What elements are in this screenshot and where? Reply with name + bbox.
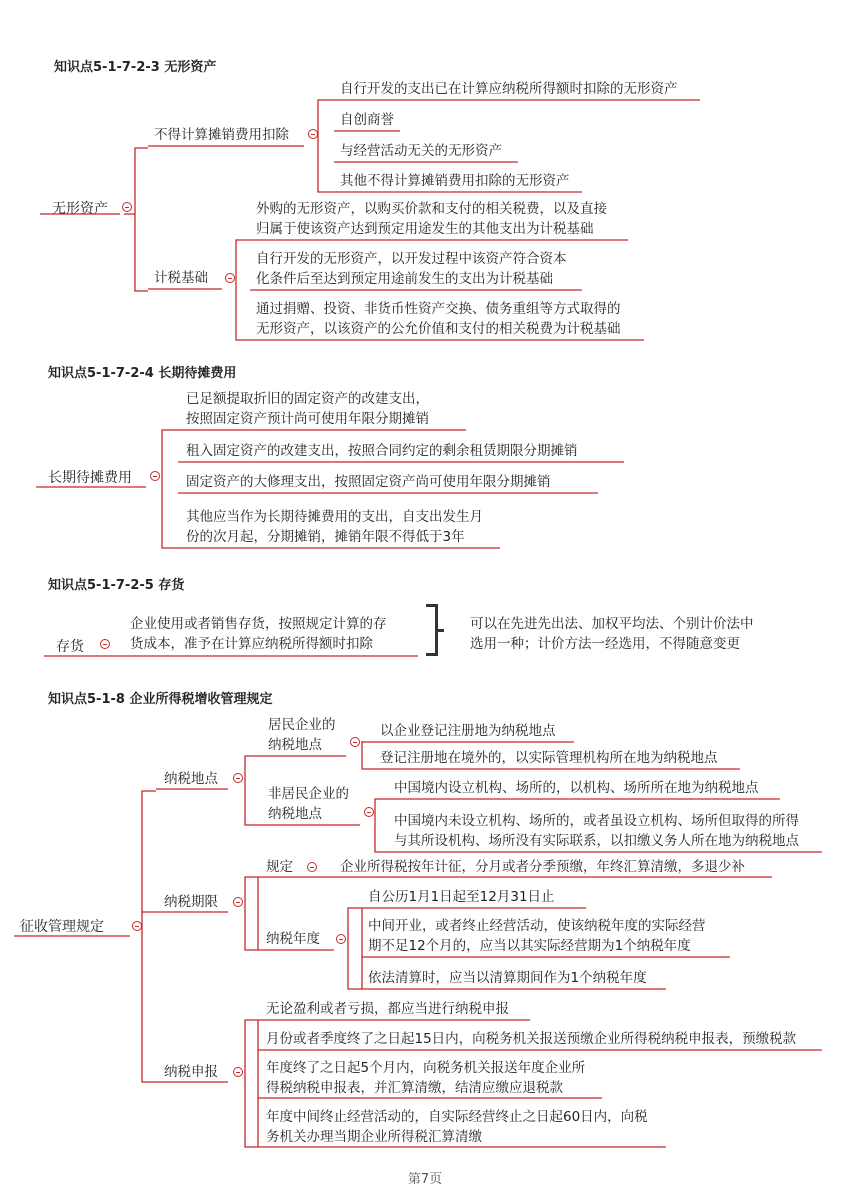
leaf: 自公历1月1日起至12月31日止 — [368, 889, 555, 905]
collapse-icon[interactable] — [122, 202, 132, 212]
section-heading: 知识点5-1-8 企业所得税增收管理规定 — [48, 692, 273, 707]
node-branch: 计税基础 — [154, 270, 208, 286]
leaf: 其他应当作为长期待摊费用的支出，自支出发生月 — [186, 509, 483, 525]
node-sub: 纳税地点 — [268, 737, 322, 753]
leaf: 按照固定资产预计尚可使用年限分期摊销 — [186, 411, 429, 427]
page-number: 第7页 — [407, 1172, 443, 1187]
collapse-icon[interactable] — [100, 639, 110, 649]
collapse-icon[interactable] — [364, 807, 374, 817]
leaf: 货成本，准予在计算应纳税所得额时扣除 — [130, 636, 373, 652]
leaf: 通过捐赠、投资、非货币性资产交换、债务重组等方式取得的 — [256, 301, 621, 317]
leaf: 中国境内未设立机构、场所的，或者虽设立机构、场所但取得的所得 — [394, 813, 799, 829]
leaf: 自行开发的支出已在计算应纳税所得额时扣除的无形资产 — [340, 81, 678, 97]
collapse-icon[interactable] — [150, 471, 160, 481]
leaf: 中间开业，或者终止经营活动，使该纳税年度的实际经营 — [368, 918, 706, 934]
leaf: 归属于使该资产达到预定用途发生的其他支出为计税基础 — [256, 221, 594, 237]
leaf: 无形资产，以该资产的公允价值和支付的相关税费为计税基础 — [256, 321, 621, 337]
node-root: 存货 — [56, 639, 84, 655]
leaf: 其他不得计算摊销费用扣除的无形资产 — [340, 173, 570, 189]
node-root: 无形资产 — [52, 201, 108, 217]
leaf: 期不足12个月的，应当以其实际经营期为1个纳税年度 — [368, 938, 691, 954]
leaf: 年度中间终止经营活动的，自实际经营终止之日起60日内，向税 — [266, 1109, 648, 1125]
node-root: 征收管理规定 — [20, 919, 104, 935]
leaf: 租入固定资产的改建支出，按照合同约定的剩余租赁期限分期摊销 — [186, 443, 578, 459]
collapse-icon[interactable] — [132, 921, 142, 931]
leaf: 企业所得税按年计征，分月或者分季预缴，年终汇算清缴，多退少补 — [340, 859, 745, 875]
leaf: 与其所设机构、场所没有实际联系，以扣缴义务人所在地为纳税地点 — [394, 833, 799, 849]
collapse-icon[interactable] — [336, 934, 346, 944]
node-branch: 不得计算摊销费用扣除 — [154, 127, 289, 143]
leaf: 登记注册地在境外的，以实际管理机构所在地为纳税地点 — [380, 750, 718, 766]
collapse-icon[interactable] — [350, 737, 360, 747]
node-sub: 纳税地点 — [268, 806, 322, 822]
leaf: 自行开发的无形资产，以开发过程中该资产符合资本 — [256, 251, 567, 267]
collapse-icon[interactable] — [233, 897, 243, 907]
leaf: 自创商誉 — [340, 112, 394, 128]
leaf: 得税纳税申报表，并汇算清缴，结清应缴应退税款 — [266, 1080, 563, 1096]
note: 选用一种；计价方法一经选用，不得随意变更 — [470, 636, 740, 652]
leaf: 以企业登记注册地为纳税地点 — [380, 723, 556, 739]
leaf: 已足额提取折旧的固定资产的改建支出， — [186, 391, 429, 407]
node-sub: 规定 — [266, 859, 293, 875]
leaf: 月份或者季度终了之日起15日内，向税务机关报送预缴企业所得税纳税申报表，预缴税款 — [266, 1031, 797, 1047]
node-sub: 非居民企业的 — [268, 786, 349, 802]
node-root: 长期待摊费用 — [48, 470, 132, 486]
leaf: 中国境内设立机构、场所的，以机构、场所所在地为纳税地点 — [394, 780, 759, 796]
collapse-icon[interactable] — [307, 862, 317, 872]
collapse-icon[interactable] — [233, 773, 243, 783]
note: 可以在先进先出法、加权平均法、个别计价法中 — [470, 616, 754, 632]
leaf: 依法清算时，应当以清算期间作为1个纳税年度 — [368, 970, 647, 986]
node-sub: 居民企业的 — [268, 717, 336, 733]
leaf: 企业使用或者销售存货，按照规定计算的存 — [130, 616, 387, 632]
collapse-icon[interactable] — [233, 1067, 243, 1077]
section-heading: 知识点5-1-7-2-5 存货 — [48, 578, 185, 593]
leaf: 化条件后至达到预定用途前发生的支出为计税基础 — [256, 271, 553, 287]
bracket-icon — [426, 604, 438, 656]
node-branch: 纳税地点 — [164, 771, 218, 787]
leaf: 份的次月起，分期摊销，摊销年限不得低于3年 — [186, 529, 465, 545]
section-heading: 知识点5-1-7-2-3 无形资产 — [54, 60, 217, 75]
section-heading: 知识点5-1-7-2-4 长期待摊费用 — [48, 366, 237, 381]
leaf: 与经营活动无关的无形资产 — [340, 143, 502, 159]
leaf: 年度终了之日起5个月内，向税务机关报送年度企业所 — [266, 1060, 586, 1076]
node-sub: 纳税年度 — [266, 931, 320, 947]
collapse-icon[interactable] — [308, 129, 318, 139]
leaf: 务机关办理当期企业所得税汇算清缴 — [266, 1129, 482, 1145]
leaf: 外购的无形资产，以购买价款和支付的相关税费，以及直接 — [256, 201, 607, 217]
node-branch: 纳税期限 — [164, 894, 218, 910]
leaf: 无论盈利或者亏损，都应当进行纳税申报 — [266, 1001, 509, 1017]
collapse-icon[interactable] — [225, 273, 235, 283]
node-branch: 纳税申报 — [164, 1064, 218, 1080]
leaf: 固定资产的大修理支出，按照固定资产尚可使用年限分期摊销 — [186, 474, 551, 490]
